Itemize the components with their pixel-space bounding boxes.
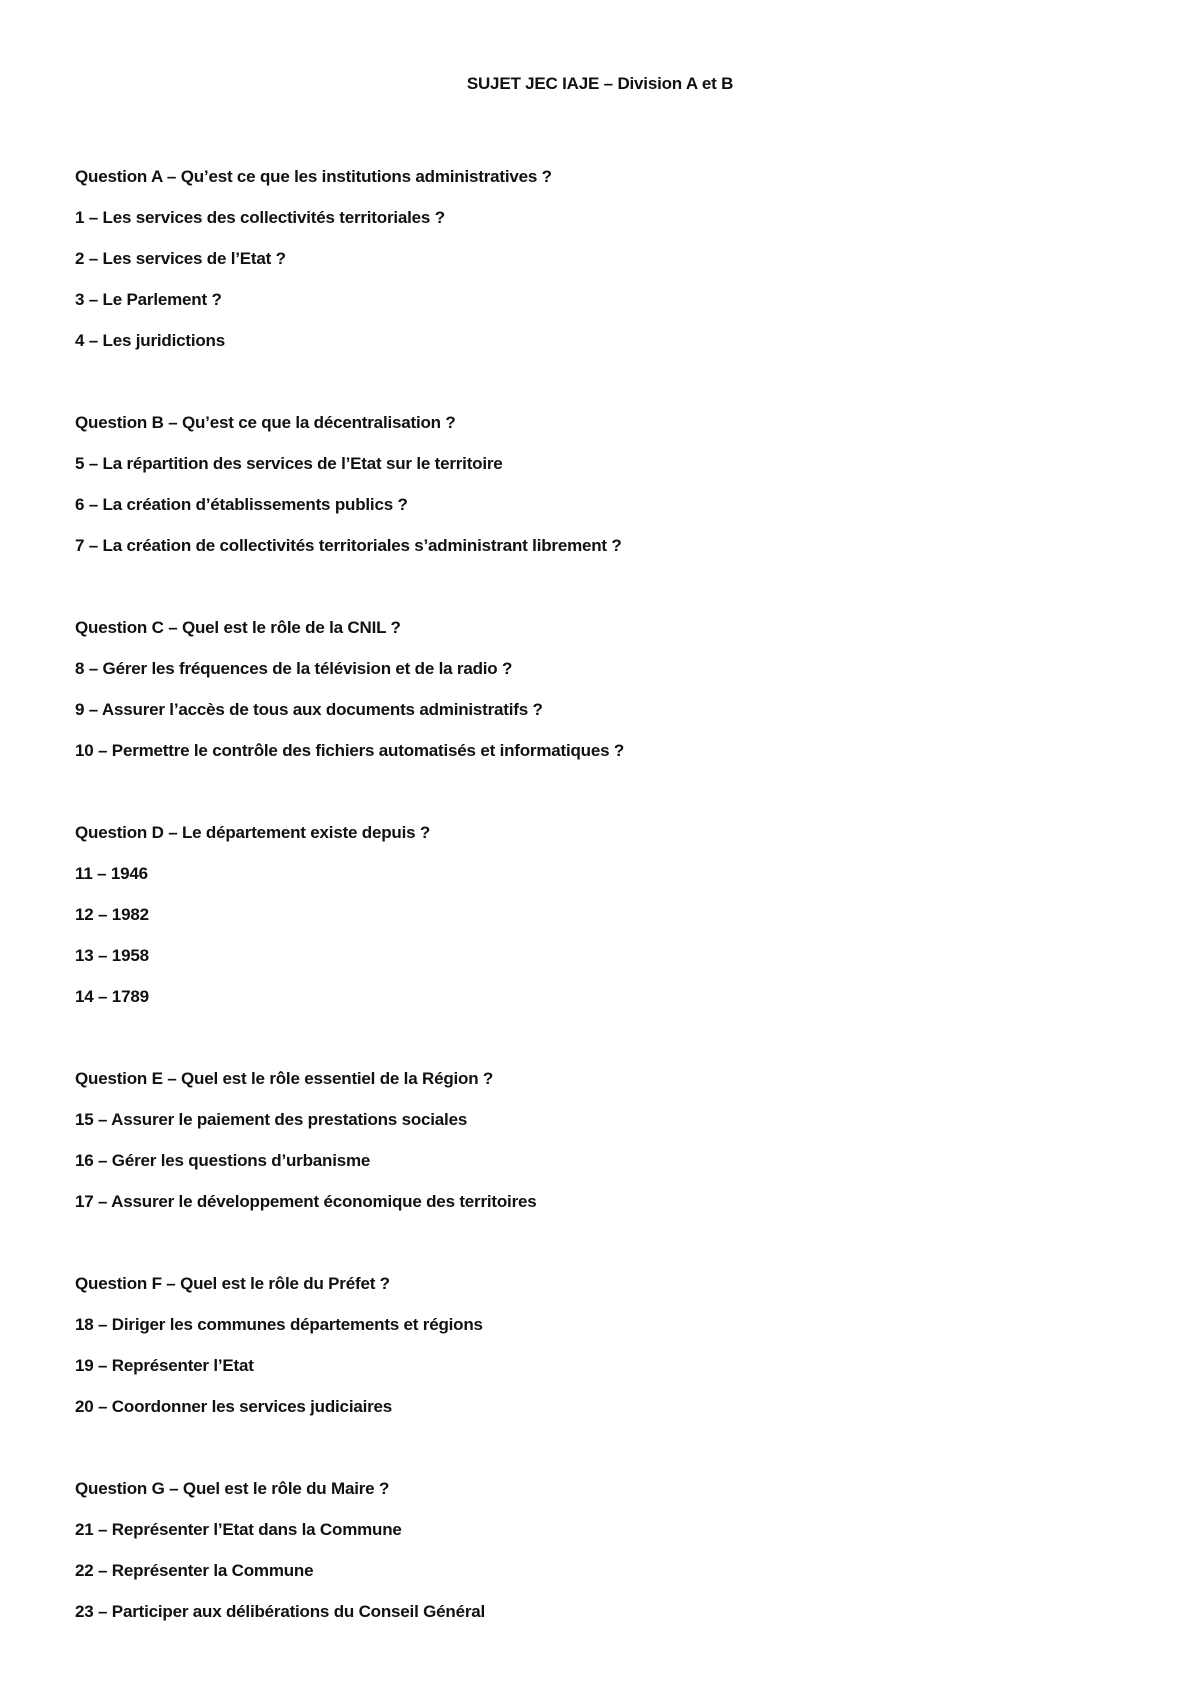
question-block-e <box>75 1058 1125 1222</box>
answer-option: 23 – Participer aux délibérations du Conseil Général <box>75 1602 486 1621</box>
question-block-a <box>75 156 1125 361</box>
answer-option: 4 – Les juridictions <box>75 331 225 350</box>
question-block-f <box>75 1263 1125 1427</box>
question-heading: Question E – Quel est le rôle essentiel de la Région ? <box>75 1069 494 1088</box>
question-heading: Question B – Qu’est ce que la décentralisation ? <box>75 413 456 432</box>
answer-option: 11 – 1946 <box>75 864 148 883</box>
answer-option: 20 – Coordonner les services judiciaires <box>75 1397 393 1416</box>
answer-option: 6 – La création d’établissements publics ? <box>75 495 408 514</box>
question-heading: Question D – Le département existe depuis ? <box>75 823 431 842</box>
question-heading: Question F – Quel est le rôle du Préfet ? <box>75 1274 390 1293</box>
answer-option: 18 – Diriger les communes départements et régions <box>75 1315 483 1334</box>
answer-option: 1 – Les services des collectivités territoriales ? <box>75 208 445 227</box>
answer-option: 13 – 1958 <box>75 946 149 965</box>
question-list <box>75 156 1125 1673</box>
question-block-g <box>75 1468 1125 1632</box>
question-heading: Question G – Quel est le rôle du Maire ? <box>75 1479 390 1498</box>
answer-option: 10 – Permettre le contrôle des fichiers automatisés et informatiques ? <box>75 741 625 760</box>
answer-option: 22 – Représenter la Commune <box>75 1561 314 1580</box>
document-title: SUJET JEC IAJE – Division A et B <box>466 74 734 93</box>
answer-option: 17 – Assurer le développement économique des territoires <box>75 1192 537 1211</box>
answer-option: 21 – Représenter l’Etat dans la Commune <box>75 1520 402 1539</box>
question-block-b <box>75 402 1125 566</box>
answer-option: 8 – Gérer les fréquences de la télévision et de la radio ? <box>75 659 513 678</box>
answer-option: 5 – La répartition des services de l’Etat sur le territoire <box>75 454 503 473</box>
answer-option: 16 – Gérer les questions d’urbanisme <box>75 1151 371 1170</box>
question-block-c <box>75 607 1125 771</box>
answer-option: 15 – Assurer le paiement des prestations sociales <box>75 1110 468 1129</box>
answer-option: 7 – La création de collectivités territoriales s’administrant librement ? <box>75 536 622 555</box>
question-block-d <box>75 812 1125 1017</box>
question-heading: Question C – Quel est le rôle de la CNIL ? <box>75 618 401 637</box>
answer-option: 9 – Assurer l’accès de tous aux documents administratifs ? <box>75 700 543 719</box>
question-heading: Question A – Qu’est ce que les institutions administratives ? <box>75 167 552 186</box>
answer-option: 3 – Le Parlement ? <box>75 290 222 309</box>
answer-option: 2 – Les services de l’Etat ? <box>75 249 286 268</box>
answer-option: 12 – 1982 <box>75 905 149 924</box>
answer-option: 14 – 1789 <box>75 987 149 1006</box>
answer-option: 19 – Représenter l’Etat <box>75 1356 254 1375</box>
